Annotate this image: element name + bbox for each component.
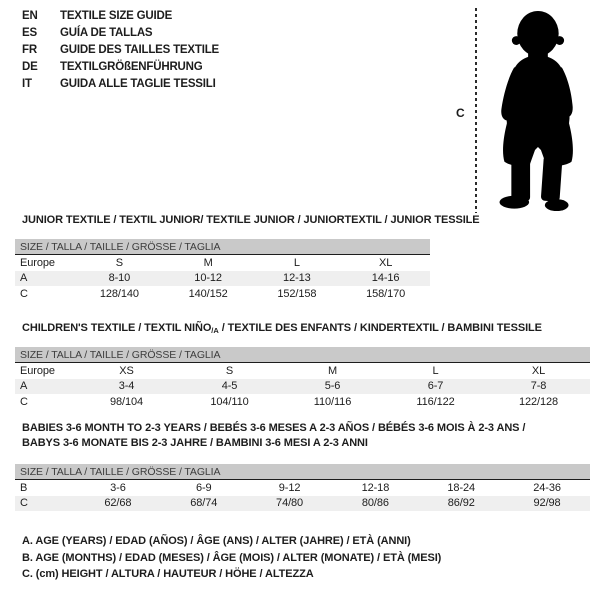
junior-section-title: JUNIOR TEXTILE / TEXTIL JUNIOR/ TEXTILE JUNIOR / JUNIORTEXTIL / JUNIOR TESSILE bbox=[22, 214, 480, 226]
language-row bbox=[22, 58, 219, 75]
table-row bbox=[15, 480, 590, 496]
table-cell: XL bbox=[378, 256, 393, 269]
table-cell: 3-6 bbox=[110, 481, 126, 494]
table-cell: 80/86 bbox=[361, 497, 389, 510]
table-cell: S bbox=[225, 364, 234, 377]
row-label: A bbox=[20, 380, 28, 393]
row-label: C bbox=[20, 395, 28, 408]
language-row bbox=[22, 24, 219, 41]
table-cell: 110/116 bbox=[313, 395, 352, 408]
table-cell: 62/68 bbox=[104, 497, 132, 510]
table-rows bbox=[15, 480, 590, 511]
table-cell: XL bbox=[531, 364, 546, 377]
language-code: DE bbox=[22, 60, 38, 73]
table-cell: 12-18 bbox=[361, 481, 390, 494]
table-cell: 12-13 bbox=[283, 272, 311, 285]
table-rows bbox=[15, 255, 430, 302]
language-label: GUÍA DE TALLAS bbox=[60, 26, 153, 39]
table-cell: 158/170 bbox=[366, 287, 406, 300]
table-cell: 152/158 bbox=[277, 287, 317, 300]
table-row bbox=[15, 363, 590, 379]
table-cell: 92/98 bbox=[533, 497, 561, 510]
table-cell: 116/122 bbox=[416, 395, 455, 408]
note-age-months: B. AGE (MONTHS) / EDAD (MESES) / ÂGE (MOIS) / ALTER (MONATE) / ETÀ (MESI) bbox=[22, 551, 442, 564]
table-cell: 104/110 bbox=[210, 395, 249, 408]
language-code: EN bbox=[22, 9, 38, 22]
language-code: FR bbox=[22, 43, 37, 56]
row-label: Europe bbox=[20, 364, 55, 377]
table-cell: 3-4 bbox=[118, 380, 135, 393]
legend-notes bbox=[22, 533, 441, 583]
table-cell: M bbox=[203, 256, 213, 269]
table-rows bbox=[15, 363, 590, 410]
row-label: C bbox=[20, 497, 28, 510]
table-cell: 5-6 bbox=[324, 380, 341, 393]
table-cell: 4-5 bbox=[221, 380, 238, 393]
language-code: IT bbox=[22, 77, 32, 90]
row-label: C bbox=[20, 287, 28, 300]
table-row bbox=[15, 496, 590, 512]
language-row bbox=[22, 7, 219, 24]
note-age-years: A. AGE (YEARS) / EDAD (AÑOS) / ÂGE (ANS) / ALTER (JAHRE) / ETÀ (ANNI) bbox=[22, 535, 411, 547]
babies-title-line2: BABYS 3-6 MONATE BIS 2-3 JAHRE / BAMBINI 3-6 MESI A 2-3 ANNI bbox=[22, 437, 368, 449]
table-cell: 128/140 bbox=[99, 287, 139, 300]
table-cell: 122/128 bbox=[518, 395, 559, 408]
babies-section-title bbox=[22, 421, 587, 451]
table-row bbox=[15, 286, 430, 302]
language-label: TEXTILGRÖßENFÜHRUNG bbox=[60, 60, 203, 73]
size-header-bar: SIZE / TALLA / TAILLE / GRÖSSE / TAGLIA bbox=[15, 239, 430, 255]
table-cell: XS bbox=[119, 364, 134, 377]
size-header-bar: SIZE / TALLA / TAILLE / GRÖSSE / TAGLIA bbox=[15, 347, 590, 363]
table-cell: 6-9 bbox=[195, 481, 212, 494]
language-list bbox=[22, 7, 219, 92]
table-cell: 98/104 bbox=[109, 395, 144, 408]
table-cell: 9-12 bbox=[278, 481, 301, 494]
size-header-bar: SIZE / TALLA / TAILLE / GRÖSSE / TAGLIA bbox=[15, 464, 590, 480]
table-cell: 24-36 bbox=[533, 481, 561, 494]
height-measure-label: C bbox=[456, 106, 465, 120]
language-label: GUIDE DES TAILLES TEXTILE bbox=[60, 43, 219, 56]
note-height-cm: C. (cm) HEIGHT / ALTURA / HAUTEUR / HÖHE / ALTEZZA bbox=[22, 568, 314, 580]
babies-title-line1: BABIES 3-6 MONTH TO 2-3 YEARS / BEBÉS 3-6 MESES A 2-3 AÑOS / BÉBÉS 3-6 MOIS À 2-3 ANS / bbox=[22, 422, 526, 434]
table-row bbox=[15, 379, 590, 395]
title-text: / TEXTILE DES ENFANTS / KINDERTEXTIL / BAMBINI TESSILE bbox=[218, 322, 542, 334]
row-label: B bbox=[20, 481, 28, 494]
childrens-size-table bbox=[15, 347, 590, 410]
language-label: GUIDA ALLE TAGLIE TESSILI bbox=[60, 77, 216, 90]
table-cell: 18-24 bbox=[447, 481, 476, 494]
toddler-silhouette-icon bbox=[486, 8, 586, 215]
height-dotted-line bbox=[475, 8, 477, 213]
height-measure-figure bbox=[450, 5, 595, 217]
row-label: Europe bbox=[20, 256, 55, 269]
row-label: A bbox=[20, 272, 28, 285]
table-cell: L bbox=[293, 256, 300, 269]
table-row bbox=[15, 255, 430, 271]
table-cell: M bbox=[327, 364, 338, 377]
table-cell: 86/92 bbox=[447, 497, 475, 510]
language-label: TEXTILE SIZE GUIDE bbox=[60, 9, 173, 22]
table-cell: 7-8 bbox=[530, 380, 547, 393]
table-row bbox=[15, 271, 430, 287]
table-cell: 74/80 bbox=[276, 497, 304, 510]
table-cell: 6-7 bbox=[427, 380, 444, 393]
table-cell: 140/152 bbox=[188, 287, 228, 300]
language-row bbox=[22, 41, 219, 58]
table-row bbox=[15, 394, 590, 410]
table-cell: 68/74 bbox=[190, 497, 218, 510]
table-cell: L bbox=[432, 364, 439, 377]
table-cell: S bbox=[115, 256, 123, 269]
table-cell: 14-16 bbox=[371, 272, 400, 285]
title-text: CHILDREN'S TEXTILE / TEXTIL NIÑO bbox=[22, 322, 212, 334]
table-cell: 10-12 bbox=[194, 272, 222, 285]
junior-size-table bbox=[15, 239, 430, 302]
table-cell: 8-10 bbox=[108, 272, 131, 285]
language-code: ES bbox=[22, 26, 37, 39]
language-row bbox=[22, 75, 219, 92]
babies-size-table bbox=[15, 464, 590, 511]
childrens-section-title bbox=[22, 322, 542, 335]
title-subscript: /A bbox=[211, 326, 219, 335]
